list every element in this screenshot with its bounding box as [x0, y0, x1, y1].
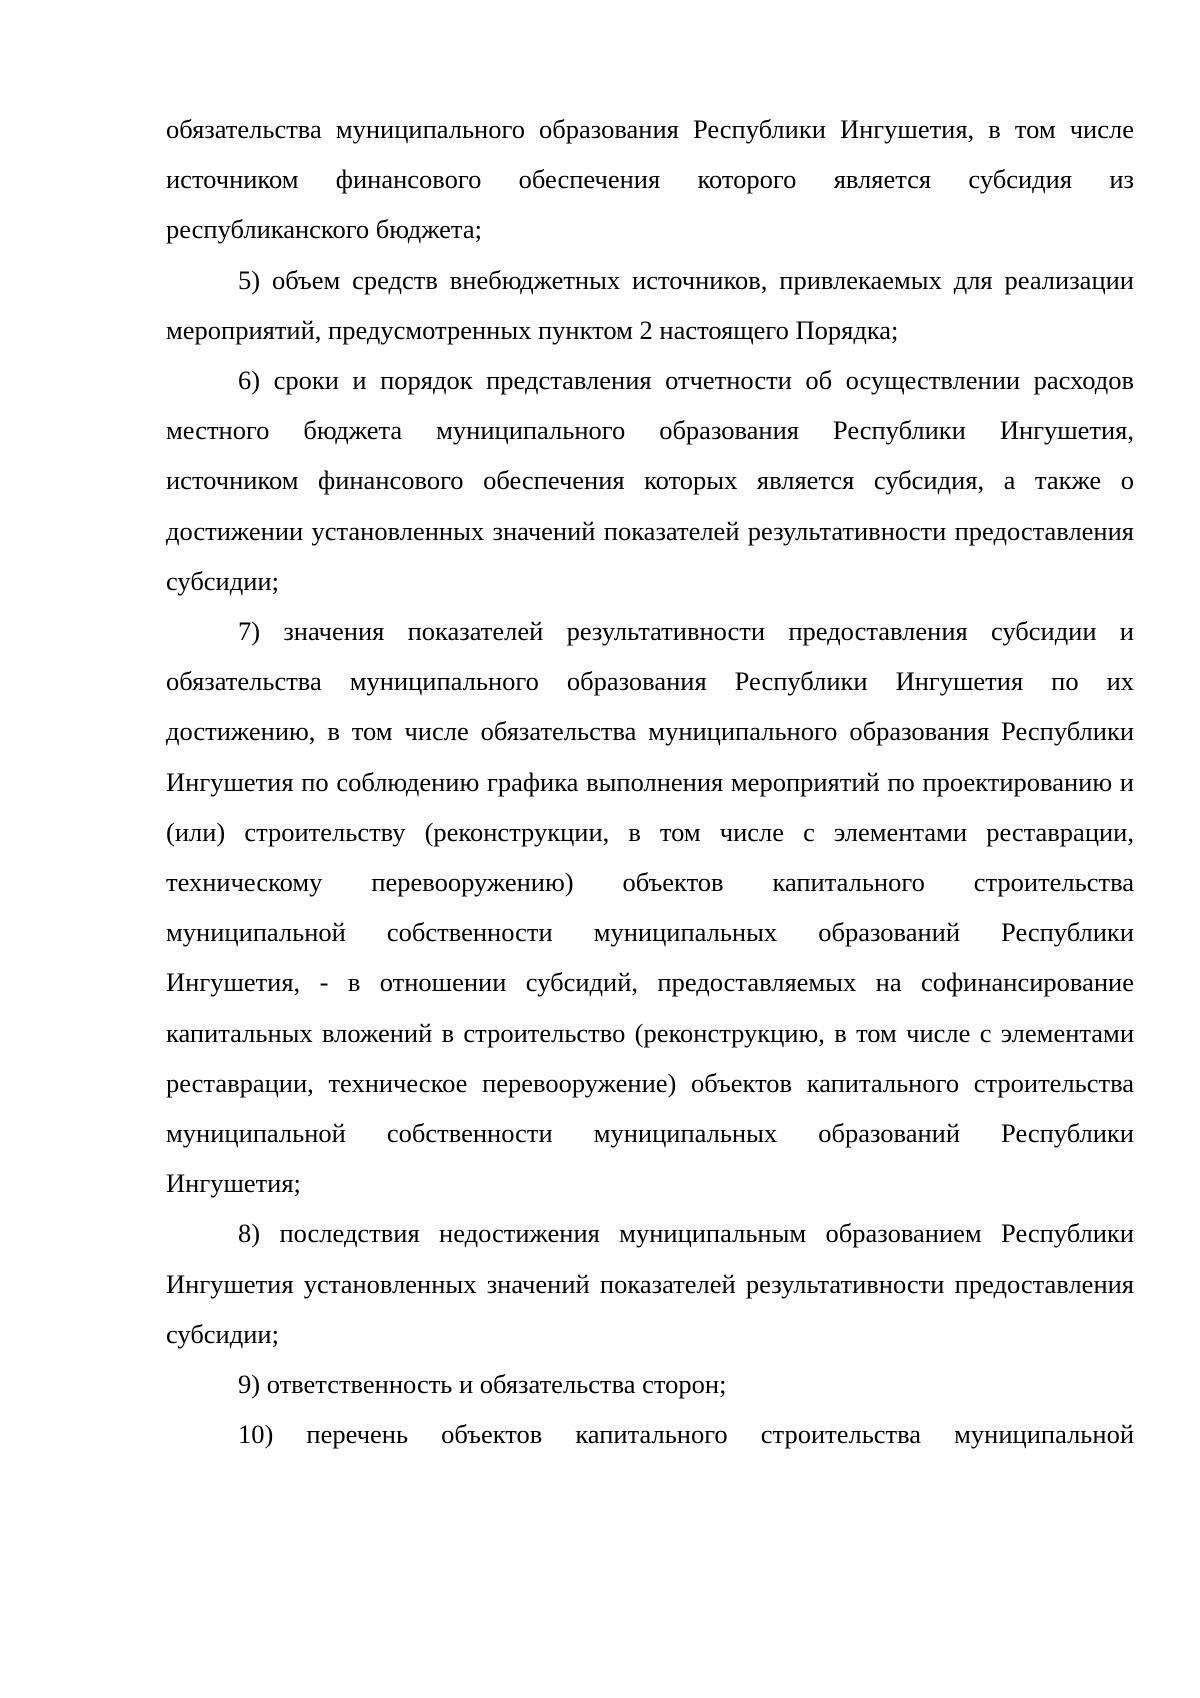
paragraph-item-10: 10) перечень объектов капитального строительства муниципальной: [238, 1419, 1134, 1450]
paragraph-item-8: 8) последствия недостижения муниципальным образованием Республики Ингушетия установленных значений показателей результативности предоставления субсидии;: [166, 1218, 1134, 1349]
paragraph-continuation: обязательства муниципального образования Республики Ингушетия, в том числе источником финансового обеспечения которого является субсидия из республиканского бюджета;: [166, 114, 1134, 245]
paragraph-item-7: 7) значения показателей результативности предоставления субсидии и обязательства муниципального образования Республики Ингушетия по их достижению, в том числе обязательства муниципального образования Республики Ингушетия по соблюдению графика выполнения мероприятий по проектированию и (или) строительству (реконструкции, в том числе с элементами реставрации, техническому перевооружению) объектов капитального строительства муниципальной собственности муниципальных образований Республики Ингушетия, - в отношении субсидий, предоставляемых на софинансирование капитальных вложений в строительство (реконструкцию, в том числе с элементами реставрации, техническое перевооружение) объектов капитального строительства муниципальной собственности муниципальных образований Республики Ингушетия;: [166, 616, 1134, 1199]
paragraph-item-9: 9) ответственность и обязательства сторон;: [238, 1369, 727, 1400]
paragraph-item-6: 6) сроки и порядок представления отчетности об осуществлении расходов местного бюджета муниципального образования Республики Ингушетия, источником финансового обеспечения которых является субсидия, а также о достижении установленных значений показателей результативности предоставления субсидии;: [166, 365, 1134, 596]
document-body: [166, 104, 1134, 1459]
paragraph-item-5: 5) объем средств внебюджетных источников, привлекаемых для реализации мероприятий, предусмотренных пунктом 2 настоящего Порядка;: [166, 264, 1134, 345]
